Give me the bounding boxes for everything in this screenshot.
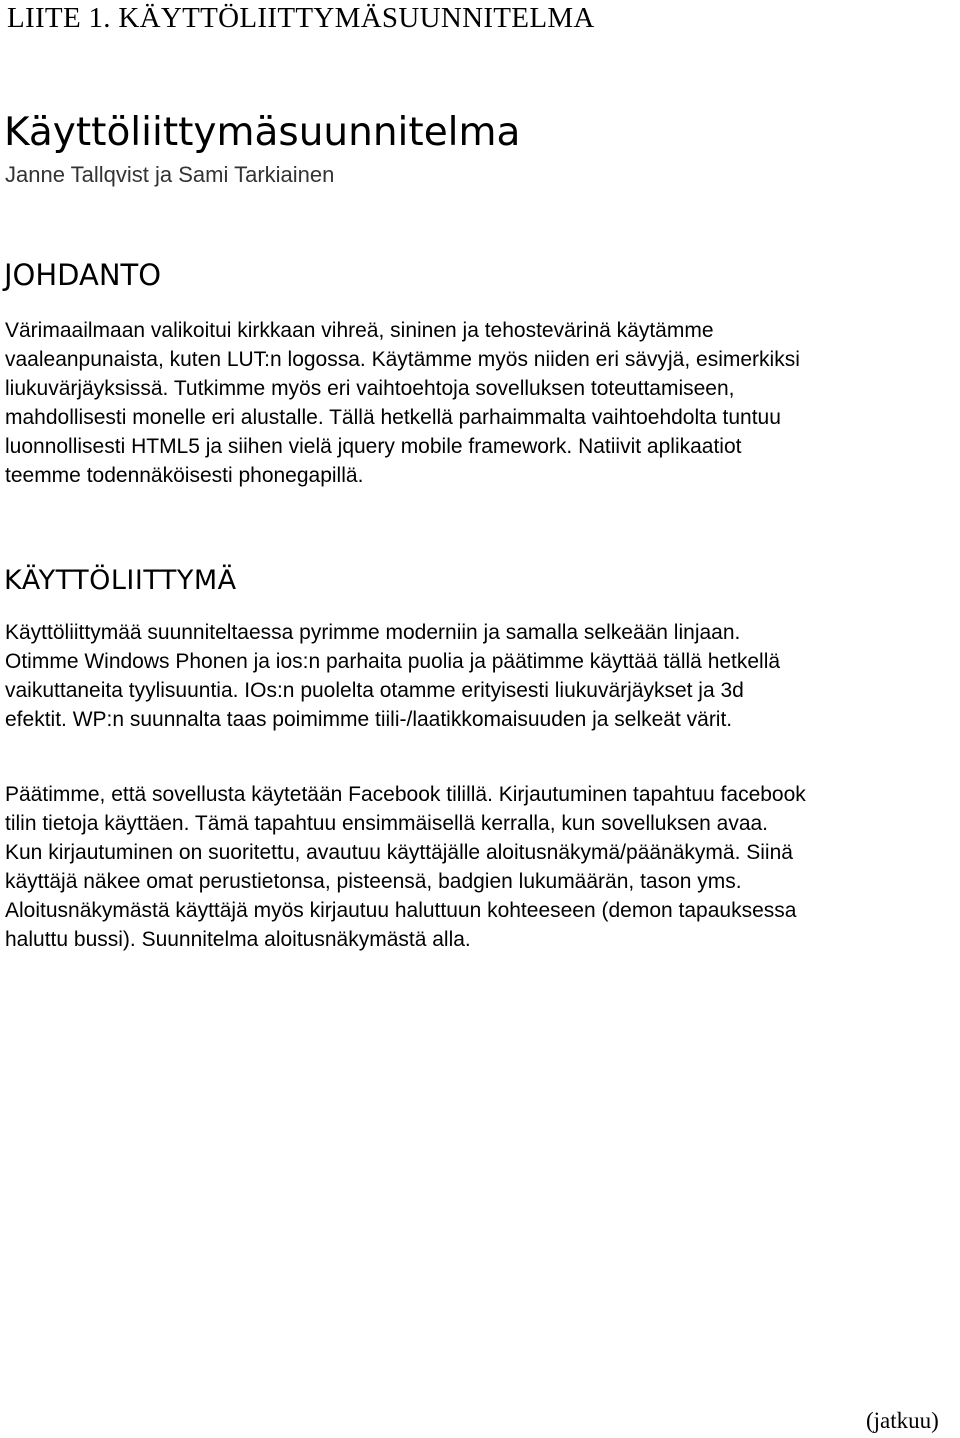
- login-flow-line: tilin tietoja käyttäen. Tämä tapahtuu ensimmäisellä kerralla, kun sovelluksen avaa.: [5, 812, 769, 835]
- ui-design-line: Otimme Windows Phonen ja ios:n parhaita puolia ja päätimme käyttää tällä hetkellä: [5, 650, 781, 673]
- appendix-title: LIITE 1. KÄYTTÖLIITTYMÄSUUNNITELMA: [7, 2, 595, 34]
- login-flow-line: haluttu bussi). Suunnitelma aloitusnäkymästä alla.: [5, 928, 471, 951]
- ui-design-line: vaikuttaneita tyylisuuntia. IOs:n puolelta otamme erityisesti liukuvärjäykset ja 3d: [5, 679, 744, 702]
- document-title: Käyttöliittymäsuunnitelma: [4, 110, 521, 155]
- login-flow-paragraph: [5, 780, 960, 954]
- johdanto-line: liukuvärjäyksissä. Tutkimme myös eri vaihtoehtoja sovelluksen toteuttamiseen,: [5, 377, 735, 400]
- login-flow-line: Kun kirjautuminen on suoritettu, avautuu käyttäjälle aloitusnäkymä/päänäkymä. Siinä: [5, 841, 793, 864]
- ui-design-paragraph: [5, 618, 960, 734]
- johdanto-line: luonnollisesti HTML5 ja siihen vielä jquery mobile framework. Natiivit aplikaatiot: [5, 435, 742, 458]
- ui-design-line: efektit. WP:n suunnalta taas poimimme tiili-/laatikkomaisuuden ja selkeät värit.: [5, 708, 733, 731]
- johdanto-paragraph: [5, 316, 960, 490]
- login-flow-line: Aloitusnäkymästä käyttäjä myös kirjautuu haluttuun kohteeseen (demon tapauksessa: [5, 899, 797, 922]
- johdanto-heading: JOHDANTO: [4, 258, 162, 292]
- johdanto-line: Värimaailmaan valikoitui kirkkaan vihreä, sininen ja tehostevärinä käytämme: [5, 319, 714, 342]
- johdanto-line: mahdollisesti monelle eri alustalle. Tällä hetkellä parhaimmalta vaihtoehdolta tuntuu: [5, 406, 781, 429]
- johdanto-line: teemme todennäköisesti phonegapillä.: [5, 464, 364, 487]
- kayttoliittyma-heading: KÄYTTÖLIITTYMÄ: [4, 565, 237, 596]
- document-authors: Janne Tallqvist ja Sami Tarkiainen: [5, 162, 335, 187]
- ui-design-line: Käyttöliittymää suunniteltaessa pyrimme moderniin ja samalla selkeään linjaan.: [5, 621, 741, 644]
- login-flow-line: käyttäjä näkee omat perustietonsa, pisteensä, badgien lukumäärän, tason yms.: [5, 870, 742, 893]
- continued-label: (jatkuu): [866, 1408, 939, 1433]
- login-flow-line: Päätimme, että sovellusta käytetään Facebook tilillä. Kirjautuminen tapahtuu facebook: [5, 783, 806, 806]
- johdanto-line: vaaleanpunaista, kuten LUT:n logossa. Käytämme myös niiden eri sävyjä, esimerkiksi: [5, 348, 800, 371]
